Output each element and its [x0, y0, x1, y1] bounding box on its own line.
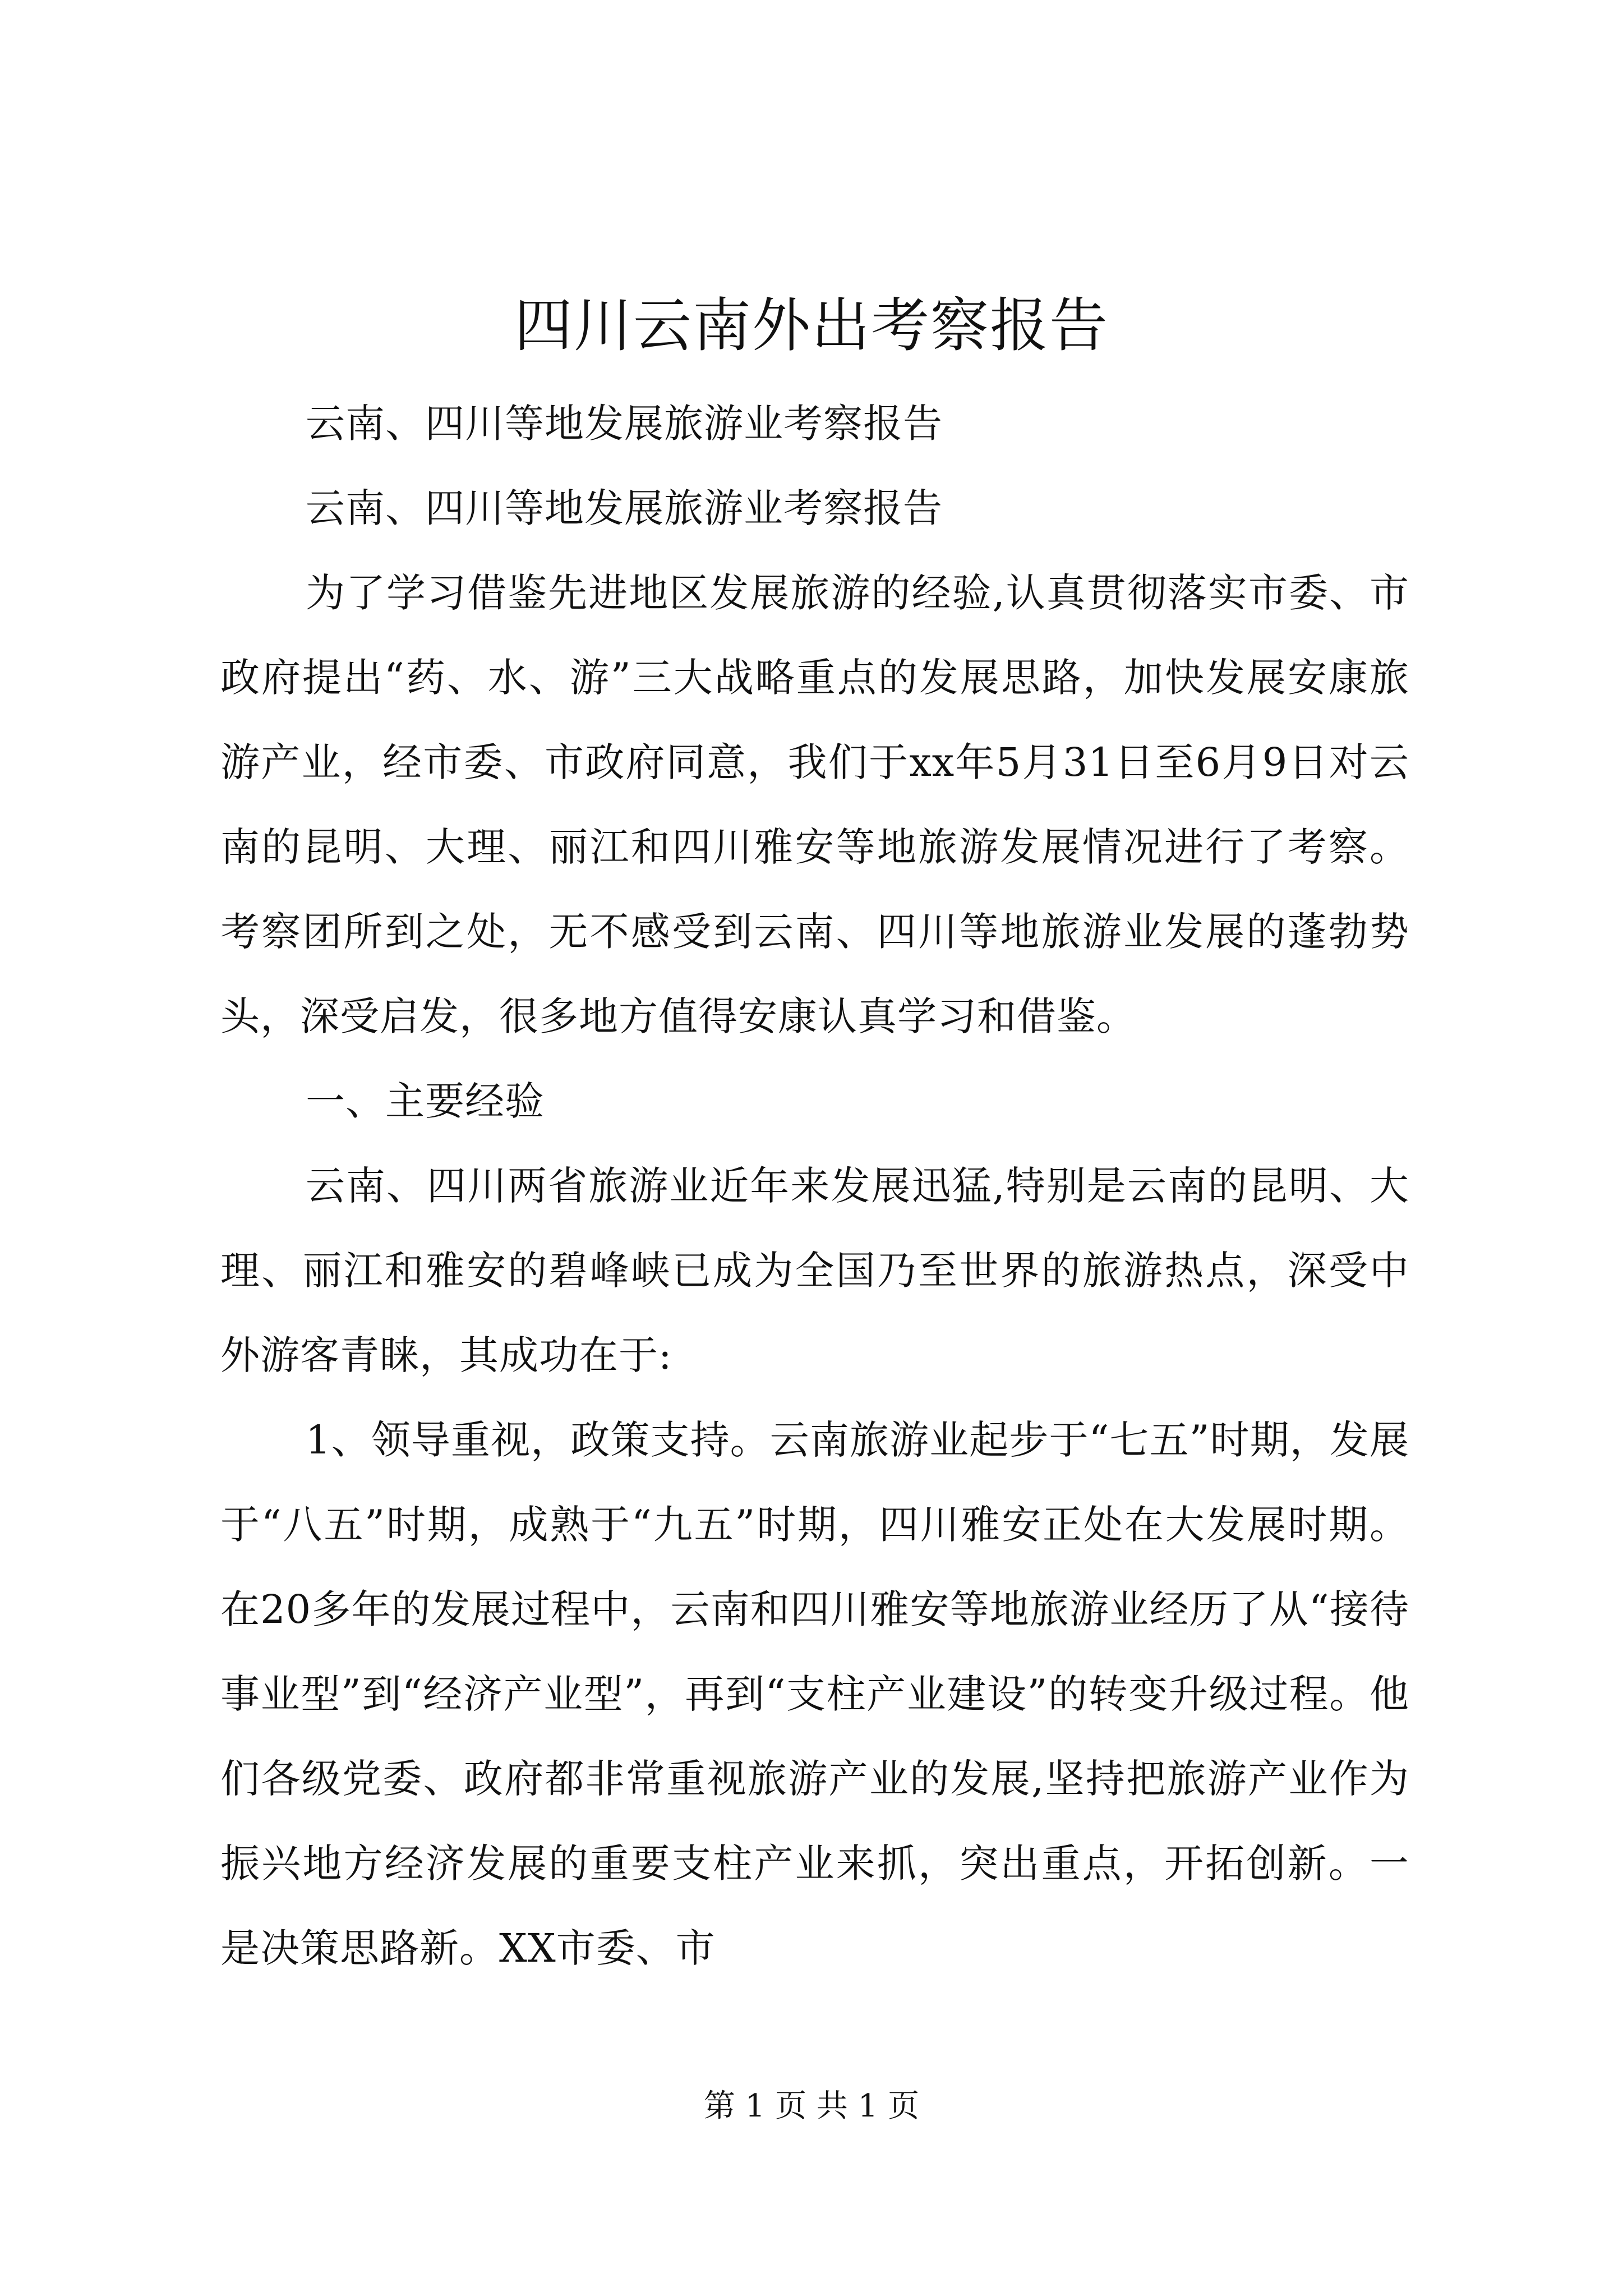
- body-paragraph: 1、领导重视，政策支持。云南旅游业起步于“七五”时期，发展于“八五”时期，成熟于“九五”时期，四川雅安正处在大发展时期。在20多年的发展过程中，云南和四川雅安等地旅游业经历了从“接待事业型”到“经济产业型”，再到“支柱产业建设”的转变升级过程。他们各级党委、政府都非常重视旅游产业的发展,坚持把旅游产业作为振兴地方经济发展的重要支柱产业来抓，突出重点，开拓创新。一是决策思路新。XX市委、市: [220, 1417, 1409, 1971]
- page-footer: 第 1 页 共 1 页: [703, 2088, 920, 2124]
- section-heading: 一、主要经验: [306, 1078, 545, 1124]
- document-title: 四川云南外出考察报告: [514, 291, 1109, 360]
- document-body: [220, 381, 1409, 1991]
- body-paragraph: 为了学习借鉴先进地区发展旅游的经验,认真贯彻落实市委、市政府提出“药、水、游”三大战略重点的发展思路，加快发展安康旅游产业，经市委、市政府同意，我们于xx年5月31日至6月9日对云南的昆明、大理、丽江和四川雅安等地旅游发展情况进行了考察。考察团所到之处，无不感受到云南、四川等地旅游业发展的蓬勃势头，深受启发，很多地方值得安康认真学习和借鉴。: [220, 570, 1409, 1039]
- body-paragraph: 云南、四川两省旅游业近年来发展迅猛,特别是云南的昆明、大理、丽江和雅安的碧峰峡已成为全国乃至世界的旅游热点，深受中外游客青睐，其成功在于:: [220, 1163, 1409, 1378]
- subtitle-line: 云南、四川等地发展旅游业考察报告: [306, 401, 943, 447]
- subtitle-line: 云南、四川等地发展旅游业考察报告: [306, 485, 943, 531]
